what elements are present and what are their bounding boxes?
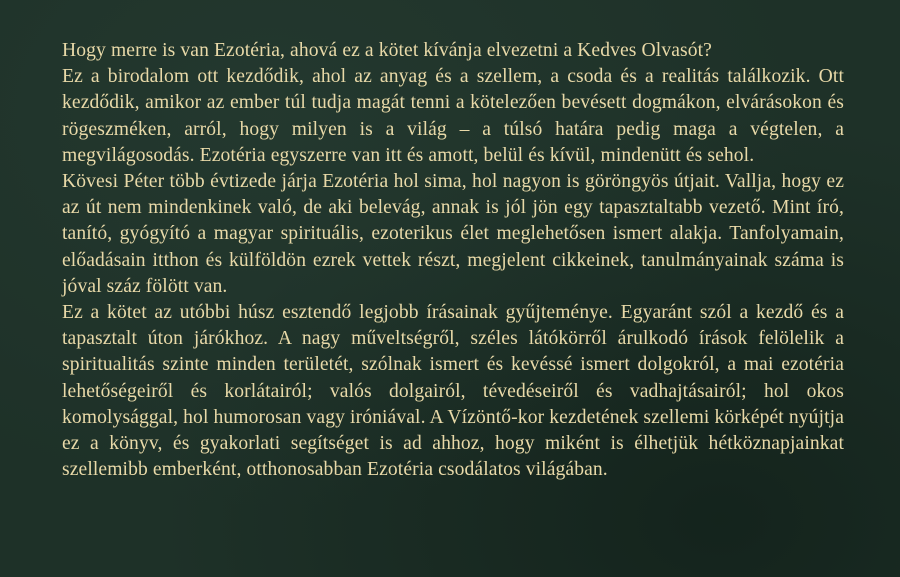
blurb-paragraph-2: Ez a birodalom ott kezdődik, ahol az anyag és a szellem, a csoda és a realitás találkozik. Ott kezdődik, amikor az ember túl tudja magát tenni a kötelezően bevésett dogmákon, elvárásokon és rögeszméken, arról, hogy milyen is a világ – a túlsó határa pedig maga a végtelen, a megvilágosodás. Ezotéria egyszerre van itt és amott, belül és kívül, mindenütt és sehol. — [62, 66, 844, 166]
blurb-paragraph-4: Ez a kötet az utóbbi húsz esztendő legjobb írásainak gyűjteménye. Egyaránt szól a kezdő és a tapasztalt úton járókhoz. A nagy műveltségről, széles látókörről árulkodó írások felölelik a spiritualitás szinte minden területét, szólnak ismert és kevéssé ismert dolgokról, a mai ezotéria lehetőségeiről és korlátairól; valós dolgairól, tévedéseiről és vadhajtásairól; hol okos komolysággal, hol humorosan vagy iróniával. A Vízöntő-kor kezdetének szellemi körképét nyújtja ez a könyv, és gyakorlati segítséget is ad ahhoz, hogy miként is élhetjük hétköznapjainkat szellemibb emberként, otthonosabban Ezotéria csodálatos világában. — [62, 302, 844, 481]
blurb-paragraph-1: Hogy merre is van Ezotéria, ahová ez a kötet kívánja elvezetni a Kedves Olvasót? — [62, 40, 712, 61]
blurb-paragraph-3: Kövesi Péter több évtizede járja Ezotéria hol sima, hol nagyon is göröngyös útjait. Vallja, hogy ez az út nem mindenkinek való, de aki belevág, annak is jól jön egy tapasztaltabb vezető. Mint író, tanító, gyógyító a magyar spirituális, ezoterikus élet meglehetősen ismert alakja. Tanfolyamain, előadásain itthon és külföldön ezrek vettek részt, megjelent cikkeinek, tanulmányainak száma is jóval száz fölött van. — [62, 171, 844, 297]
blurb-text — [62, 38, 844, 483]
